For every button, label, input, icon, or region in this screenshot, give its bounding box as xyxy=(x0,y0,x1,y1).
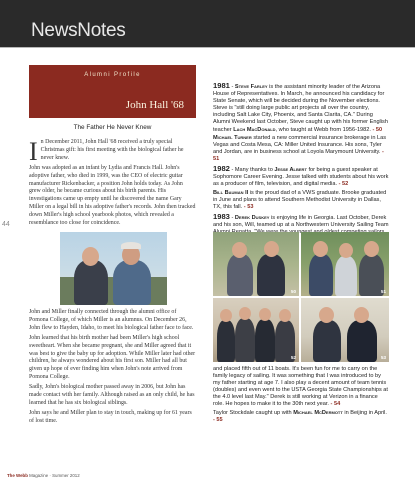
note-stockdale: Taylor Stockdale caught up with Michael McDermott in Beijing in April. - 55 xyxy=(213,410,387,424)
note-farley: 1981 - Steve Farley is the assistant minority leader of the Arizona House of Representatives. In March, he announced his candidacy for State Senate, which will be decided during the November elections. Steve is "still doing large public art projects all over the country, including Salt Lake City, Phoenix, and Santa Clarita, CA." During Alumni Weekend last October, Steve caught up with his former English teacher Lach MacDonald, who taught at Webb from 1956-1982. - 50 xyxy=(213,81,388,133)
photo-50-number: 50 xyxy=(290,289,296,294)
article-body-top xyxy=(29,139,196,230)
class-notes-top xyxy=(213,82,389,237)
photo-51 xyxy=(301,232,389,296)
profile-kicker: Alumni Profile xyxy=(84,72,141,78)
footer-issue: Magazine · Summer 2012 xyxy=(29,473,80,478)
class-notes-bottom xyxy=(213,366,389,426)
hair-right xyxy=(121,242,141,249)
masthead-divider xyxy=(0,47,415,48)
section-title: NewsNotes xyxy=(31,20,126,41)
note-duskey-cont: and placed fifth out of 11 boats. It's been fun for me to carry on the family legacy of sailing. It was something that I was introduced to by my father starting at age 7. I also play a decent amount of team tennis (doubles) and even went to the USTA Georgia State Championships at the 4.0 level last May." Derek is still working at Verizon in a finance role. He hopes to make it to the 30th next year. - 54 xyxy=(213,366,388,408)
masthead-bar xyxy=(0,0,415,47)
footer-brand: The Webb xyxy=(7,473,28,478)
article-paragraph-4: John learned that his birth mother had been Miller's high school sweetheart. When she became pregnant, she and Miller agreed that it was best to give the baby up for adoption. While Miller later had other children, he always wondered about his first son. Miller had all but given up hope of ever finding him when John's note arrived from Pomona College. xyxy=(29,334,196,381)
article-paragraph-2: John was adopted as an infant by Lydia and Francis Hall. John's adoptive father, who died in 1999, was the CEO of electric guitar manufacturer Rickenbacker, a position John holds today. As John grew older, he became curious about his birth parents. His investigations came up empty until he discovered the name Gary Miller on a legal bill in his adoptive father's records. John then tracked down Miller's high school yearbook photos, which revealed a resemblance too close for coincidence. xyxy=(29,164,196,227)
note-duskey: 1983 - Derek Duskey is enjoying life in Georgia. Last October, Derek and his son, Will, teamed up at a Northwestern University Sailing Team xyxy=(213,211,389,228)
page-footer xyxy=(7,473,80,478)
photo-john-and-miller xyxy=(60,232,167,305)
note-turner: Michael Turner started a new commercial insurance brokerage in Las Vegas and Costa Mesa, CA: Miller United Insurance. His sons, Tyler and Jordan, are in business school at Loyola Marymount University. - 51 xyxy=(213,135,387,163)
photo-53-number: 53 xyxy=(380,355,386,360)
article-paragraph-3: John and Miller finally connected through the alumni office of Pomona College, of which Miller is an alumnus. On December 26, John flew to Hayden, Idaho, to meet his biological father face to face. xyxy=(29,309,194,331)
face-left xyxy=(82,247,99,266)
article-paragraph-6: John says he and Miller plan to stay in touch, making up for 61 years of lost time. xyxy=(29,409,192,424)
article-body-bottom xyxy=(29,309,196,428)
article-paragraph-5: Sadly, John's biological mother passed away in 2006, but John has made contact with her family. Although raised as an only child, he has learned that he has six biological siblings. xyxy=(29,384,195,406)
photo-53 xyxy=(301,298,389,362)
note-albert: 1982 - Many thanks to Jesse Albert for being a guest speaker at Sophomore Career Evening. Jesse talked with students about his work as a producer of film, television, and digital media. - 52 xyxy=(213,164,389,188)
profile-banner xyxy=(29,65,196,118)
photo-52-number: 52 xyxy=(290,355,296,360)
drop-cap: I xyxy=(29,137,38,166)
person-left xyxy=(74,260,108,305)
article-paragraph-1: In December 2011, John Hall '68 received a truly special Christmas gift: his first meeting with the biological father he never knew. xyxy=(29,137,184,166)
profile-name: John Hall '68 xyxy=(125,99,184,111)
article-headline: The Father He Never Knew xyxy=(73,124,152,131)
page-number: 44 xyxy=(2,221,10,228)
photo-50 xyxy=(213,232,299,296)
person-right xyxy=(113,260,151,305)
note-bauman: Bill Bauman II is the proud dad of a VWS graduate. Brooke graduated in June and plans to attend Southern Methodist University in Dallas, TX, this fall. - 53 xyxy=(213,189,387,210)
photo-52 xyxy=(213,298,299,362)
photo-51-number: 51 xyxy=(380,289,386,294)
